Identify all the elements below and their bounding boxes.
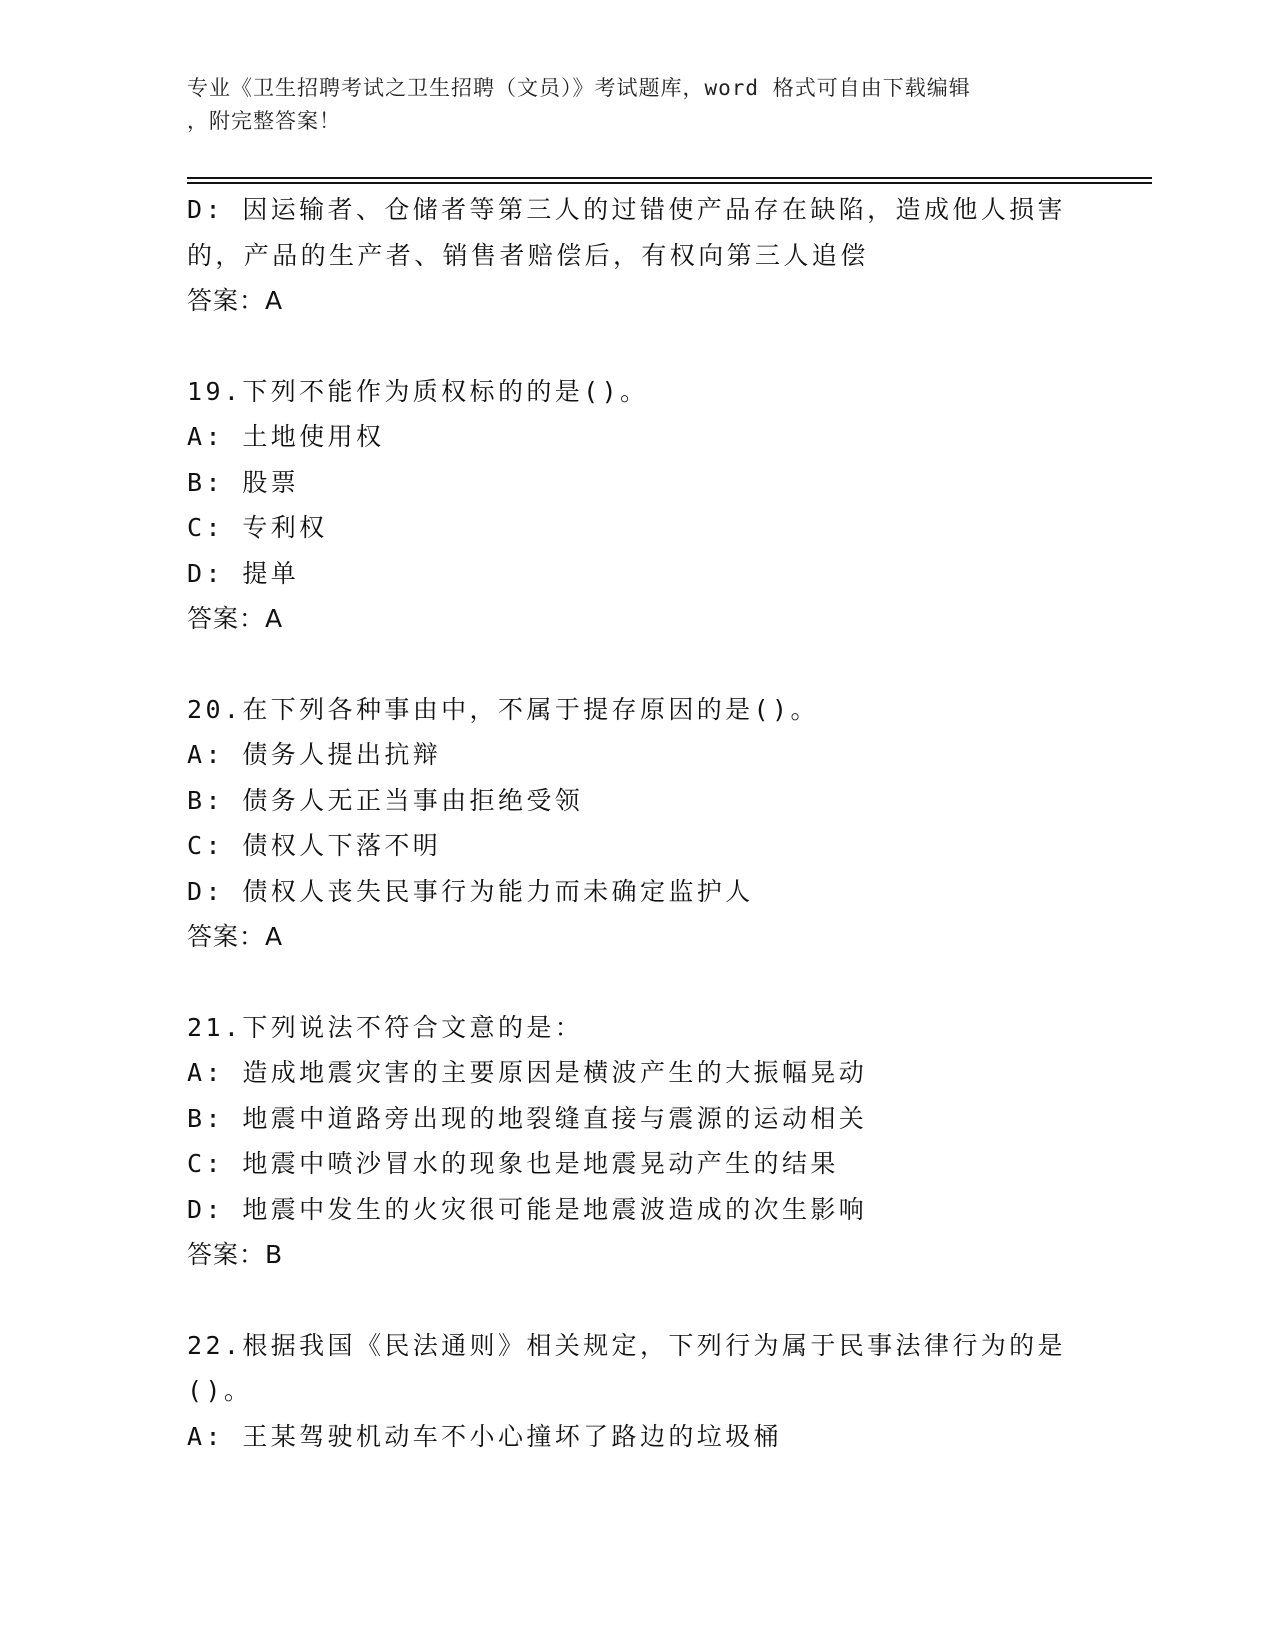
header-title-line-1: 专业《卫生招聘考试之卫生招聘（文员）》考试题库，word 格式可自由下载编辑 — [187, 76, 971, 100]
option-b: B: 地震中道路旁出现的地裂缝直接与震源的运动相关 — [187, 1103, 868, 1133]
question-22 — [187, 1323, 1117, 1460]
option-a: A: 王某驾驶机动车不小心撞坏了路边的垃圾桶 — [187, 1421, 782, 1451]
question-spacer — [187, 642, 1117, 687]
option-a: A: 债务人提出抗辩 — [187, 740, 442, 769]
header-title-line-2: ，附完整答案！ — [187, 109, 341, 133]
answer-line: 答案：A — [187, 604, 284, 633]
header-divider-bottom — [187, 182, 1152, 184]
option-c: C: 地震中喷沙冒水的现象也是地震晃动产生的结果 — [187, 1149, 839, 1178]
question-20 — [187, 687, 1117, 960]
option-a: A: 土地使用权 — [187, 422, 385, 451]
question-stem-line-2: ()。 — [187, 1376, 253, 1405]
answer-line: 答案：A — [187, 922, 284, 951]
question-spacer — [187, 324, 1117, 369]
header-divider-top — [187, 177, 1152, 179]
question-stem-line-1: 22.根据我国《民法通则》相关规定，下列行为属于民事法律行为的是 — [187, 1330, 1066, 1360]
question-spacer — [187, 1278, 1117, 1323]
answer-line: 答案：A — [187, 286, 284, 315]
option-c: C: 专利权 — [187, 513, 328, 542]
option-d: D: 提单 — [187, 558, 300, 588]
option-d-line-2: 的，产品的生产者、销售者赔偿后，有权向第三人追偿 — [187, 240, 869, 270]
document-header — [187, 72, 1067, 138]
question-spacer — [187, 960, 1117, 1005]
question-21 — [187, 1005, 1117, 1278]
question-stem: 21.下列说法不符合文意的是： — [187, 1012, 584, 1042]
option-a: A: 造成地震灾害的主要原因是横波产生的大振幅晃动 — [187, 1058, 868, 1087]
option-d: D: 债权人丧失民事行为能力而未确定监护人 — [187, 876, 754, 906]
option-b: B: 股票 — [187, 467, 300, 497]
option-d: D: 地震中发生的火灾很可能是地震波造成的次生影响 — [187, 1194, 868, 1224]
question-19 — [187, 369, 1117, 642]
question-stem: 20.在下列各种事由中，不属于提存原因的是()。 — [187, 694, 819, 724]
option-d-line-1: D: 因运输者、仓储者等第三人的过错使产品存在缺陷，造成他人损害 — [187, 195, 1066, 224]
carryover-question-block — [187, 187, 1117, 324]
option-b: B: 债务人无正当事由拒绝受领 — [187, 785, 584, 815]
question-list — [187, 187, 1117, 1459]
answer-line: 答案：B — [187, 1240, 284, 1269]
question-stem: 19.下列不能作为质权标的的是()。 — [187, 376, 649, 406]
option-c: C: 债权人下落不明 — [187, 831, 442, 860]
